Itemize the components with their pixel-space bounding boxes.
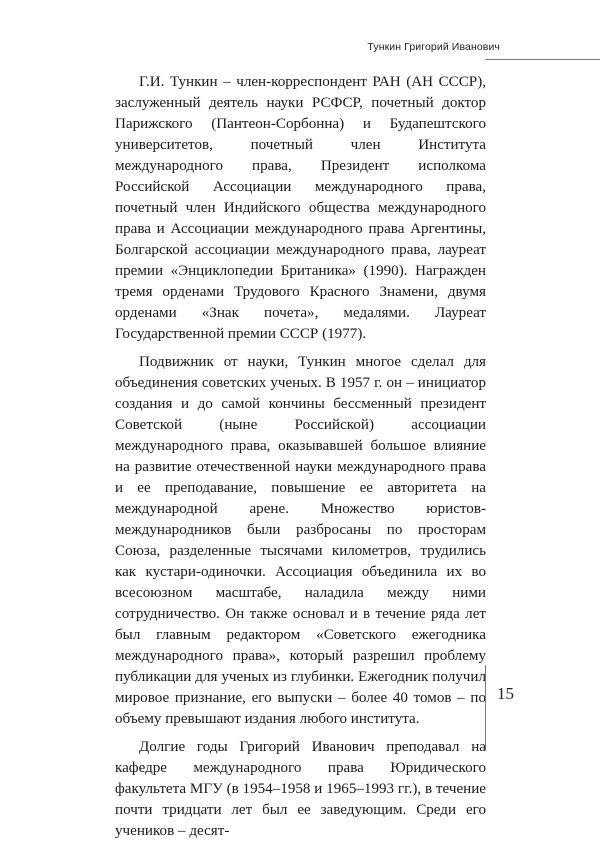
header-rule — [485, 59, 600, 60]
paragraph-2: Подвижник от науки, Тункин многое сделал для объединения советских ученых. В 1957 г. он – инициатор создания и до самой кончины бессменный президент Советской (ныне Российской) ассоциации международного права, оказывавшей большое влияние на развитие отечественной науки международного права и ее преподавание, повышение ее авторитета на международной арене. Множество юристов-международников были разбросаны по просторам Союза, разделенные тысячами километров, трудились как кустари-одиночки. Ассоциация объединила их во всесоюзном масштабе, наладила между ними сотрудничество. Он также основал и в течение ряда лет был главным редактором «Советского ежегодника международного права», который разрешил проблему публикации для ученых из глубинки. Ежегодник получил мировое признание, его выпуски – более 40 томов – по объему превышают издания любого института. — [115, 354, 486, 727]
paragraph-1: Г.И. Тункин – член-корреспондент РАН (АН СССР), заслуженный деятель науки РСФСР, почетный доктор Парижского (Пантеон-Сорбонна) и Будапештского университетов, почетный член Института международного права, Президент исполкома Российской Ассоциации международного права, почетный член Индийского общества международного права и Ассоциации международного права Аргентины, Болгарской ассоциации международного права, лауреат премии «Энциклопедии Британика» (1990). Награжден тремя орденами Трудового Красного Знамени, двумя орденами «Знак почета», медалями. Лауреат Государственной премии СССР (1977). — [115, 74, 486, 342]
page-number-rule — [485, 665, 486, 750]
body-text — [115, 72, 486, 849]
paragraph-3: Долгие годы Григорий Иванович преподавал на кафедре международного права Юридического факультета МГУ (в 1954–1958 и 1965–1993 гг.), в течение почти тридцати лет был ее заведующим. Среди его учеников – десят- — [115, 739, 486, 839]
page-number: 15 — [497, 684, 514, 703]
running-head: Тункин Григорий Иванович — [367, 41, 500, 53]
